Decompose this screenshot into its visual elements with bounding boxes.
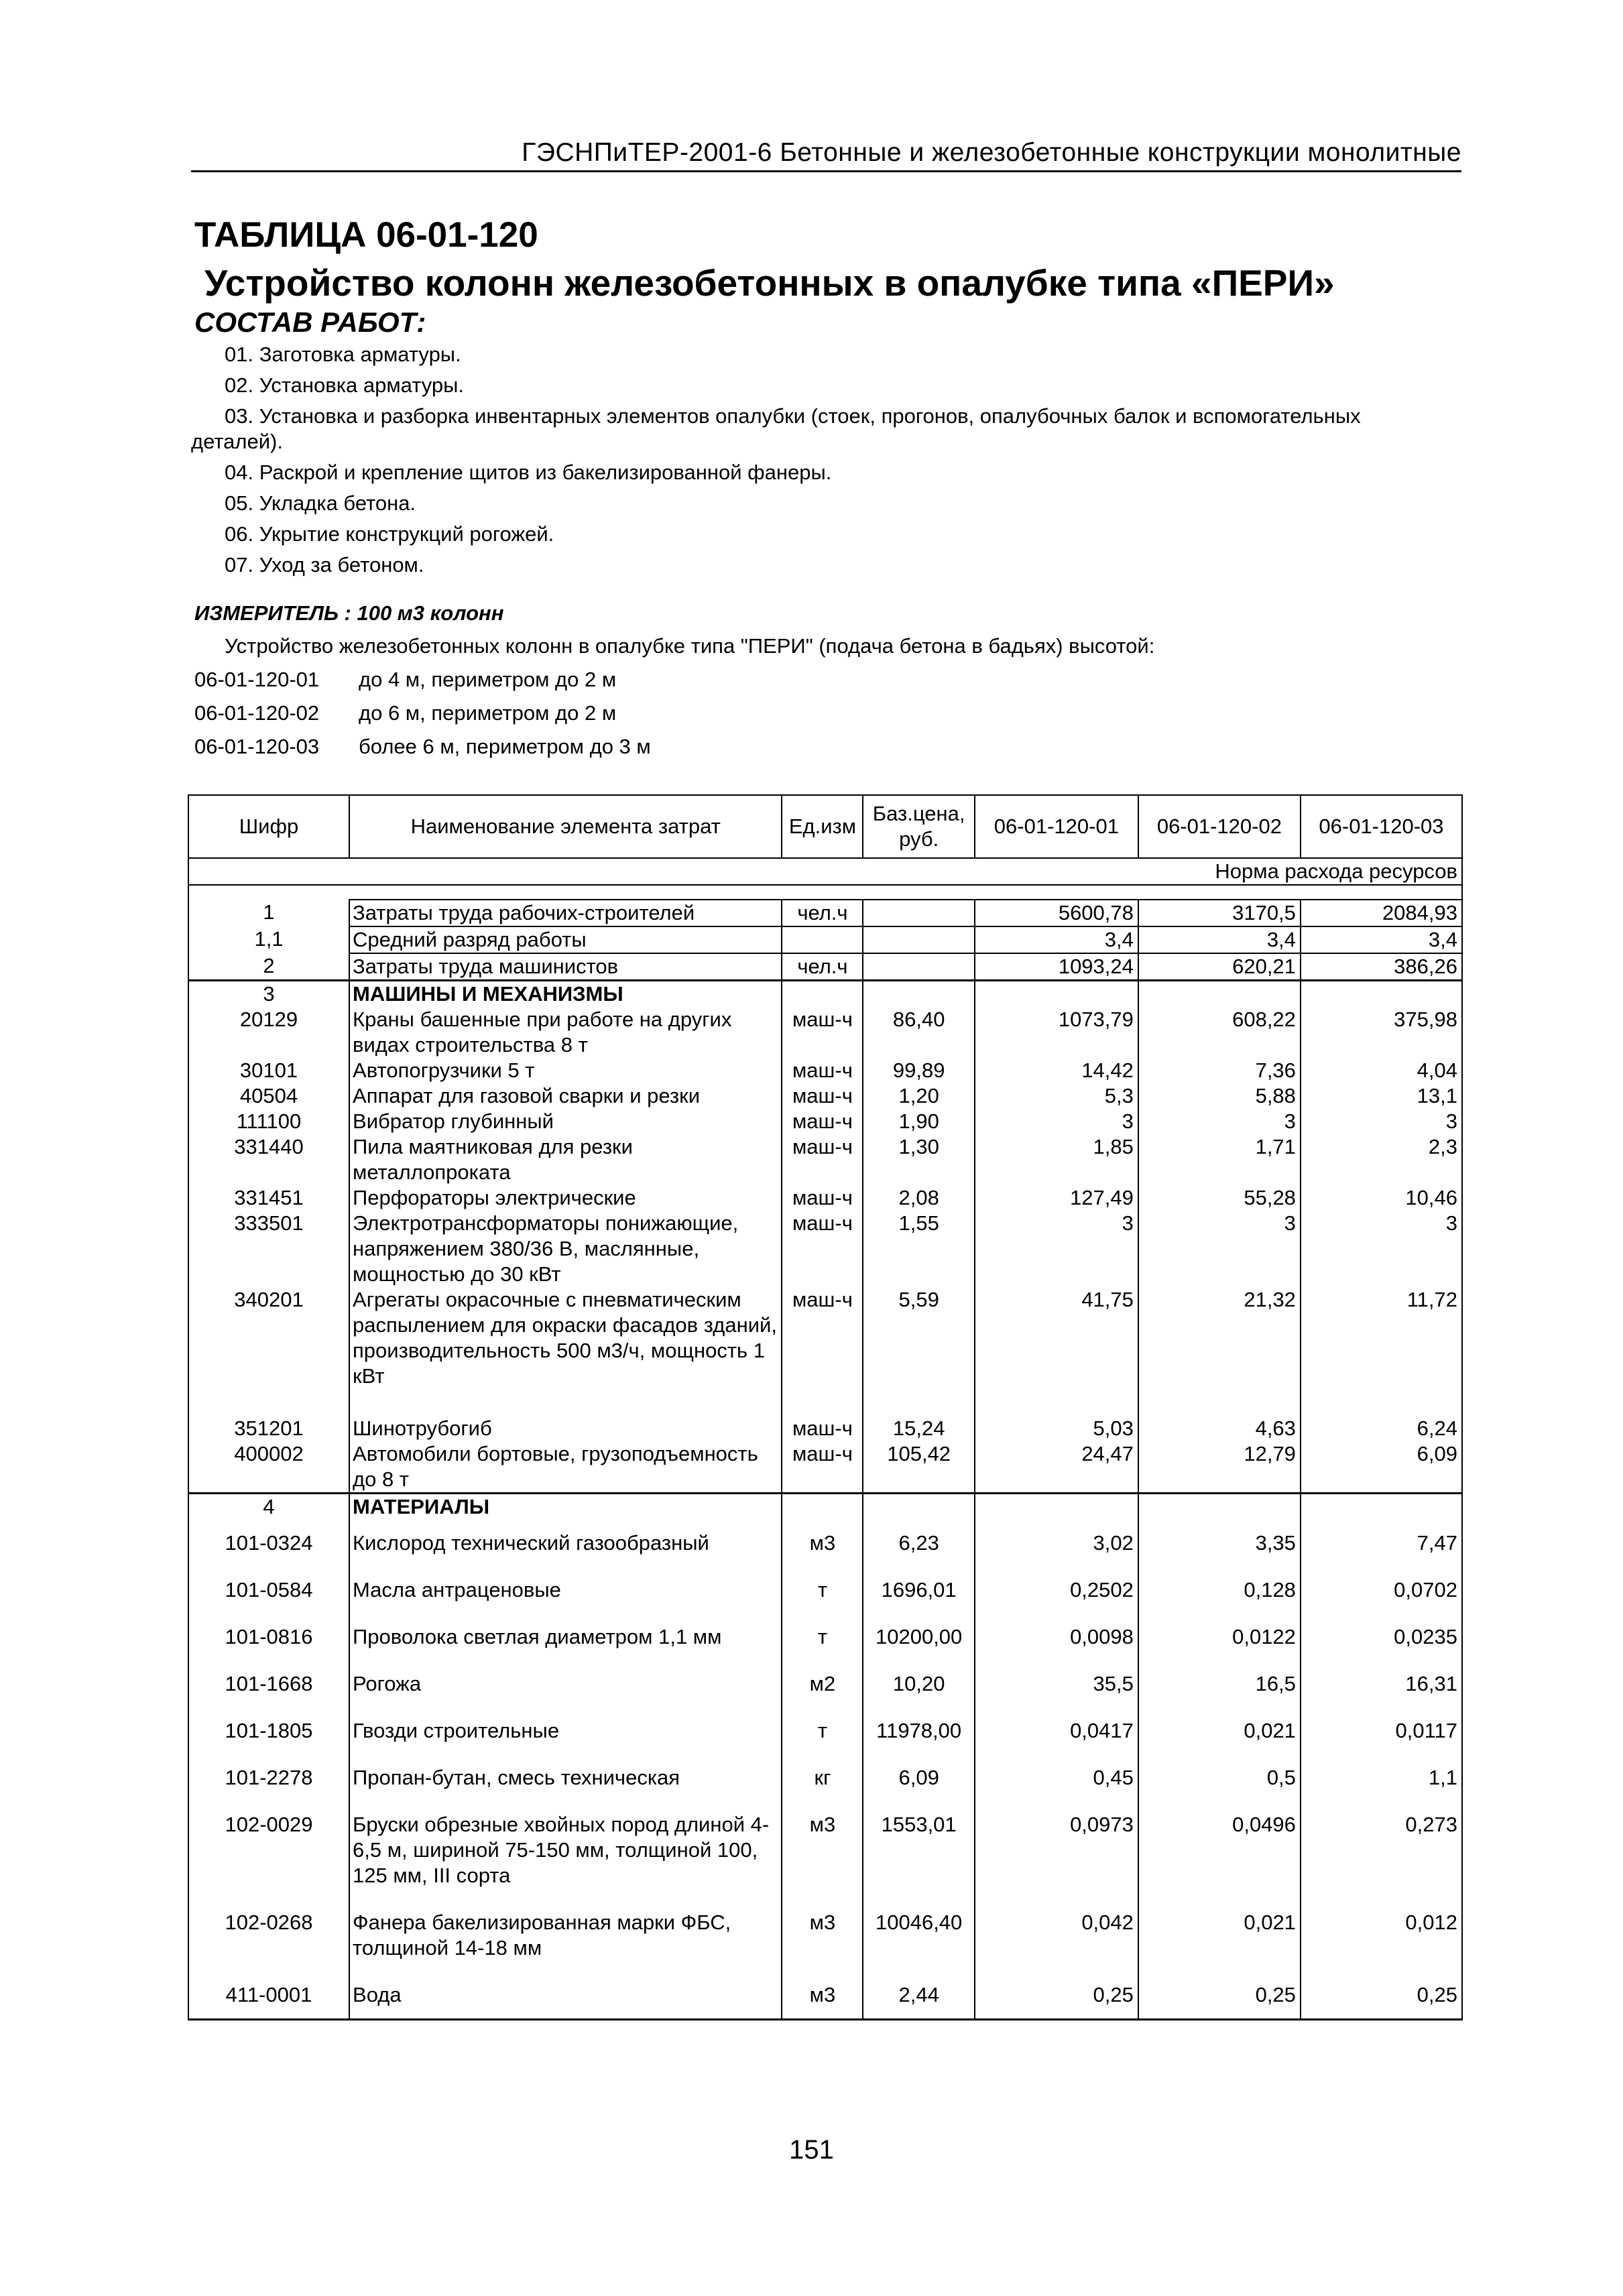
row-unit: м2 <box>782 1660 863 1707</box>
table-row <box>188 1972 1462 2020</box>
row-price: 1696,01 <box>863 1567 974 1614</box>
row-value-v1 <box>975 1494 1138 1520</box>
table-row <box>188 1494 1462 1520</box>
row-unit: кг <box>782 1754 863 1801</box>
row-value-v2: 0,021 <box>1138 1899 1301 1972</box>
row-value-v2: 1,71 <box>1138 1134 1301 1185</box>
variant-line <box>194 701 616 726</box>
row-value-v3: 4,04 <box>1301 1058 1462 1083</box>
table-row <box>188 953 1462 981</box>
norm-header: Норма расхода ресурсов <box>188 858 1462 885</box>
row-value-v3: 0,25 <box>1301 1972 1462 2020</box>
row-unit: т <box>782 1707 863 1754</box>
work-item: 05. Укладка бетона. <box>225 491 416 515</box>
row-unit: чел.ч <box>782 900 863 926</box>
row-code: 102-0268 <box>188 1899 349 1972</box>
table-row <box>188 1109 1462 1134</box>
row-price <box>863 1494 974 1520</box>
col-header-code: Шифр <box>188 795 349 858</box>
row-unit <box>782 1494 863 1520</box>
row-code: 101-0816 <box>188 1614 349 1660</box>
row-name: Гвозди строительные <box>349 1707 782 1754</box>
row-value-v2: 4,63 <box>1138 1416 1301 1441</box>
row-value-v3 <box>1301 1494 1462 1520</box>
variant-line <box>194 667 616 692</box>
row-value-v2: 3,35 <box>1138 1520 1301 1567</box>
row-code: 102-0029 <box>188 1801 349 1899</box>
variant-desc: более 6 м, периметром до 3 м <box>359 735 651 758</box>
work-item: 01. Заготовка арматуры. <box>225 343 461 366</box>
row-price: 10,20 <box>863 1660 974 1707</box>
row-value-v2: 7,36 <box>1138 1058 1301 1083</box>
table-body <box>188 900 1462 2020</box>
col-header-unit: Ед.изм <box>782 795 863 858</box>
row-value-v2: 55,28 <box>1138 1185 1301 1211</box>
row-value-v2: 3,4 <box>1138 926 1301 953</box>
table-row <box>188 1287 1462 1416</box>
variant-desc: до 6 м, периметром до 2 м <box>359 701 617 725</box>
measurer: ИЗМЕРИТЕЛЬ : 100 м3 колонн <box>194 601 504 625</box>
table-row <box>188 1899 1462 1972</box>
row-code: 40504 <box>188 1083 349 1109</box>
row-value-v3: 0,0702 <box>1301 1567 1462 1614</box>
row-value-v2: 5,88 <box>1138 1083 1301 1109</box>
row-unit: маш-ч <box>782 1134 863 1185</box>
work-item: 07. Уход за бетоном. <box>225 553 424 577</box>
work-item: 06. Укрытие конструкций рогожей. <box>225 522 554 546</box>
works-heading: СОСТАВ РАБОТ: <box>194 306 426 338</box>
table-row <box>188 1707 1462 1754</box>
row-price <box>863 981 974 1008</box>
page-number: 151 <box>789 2135 834 2165</box>
row-value-v1: 3,4 <box>975 926 1138 953</box>
row-code: 351201 <box>188 1416 349 1441</box>
table-row <box>188 926 1462 953</box>
row-price: 86,40 <box>863 1007 974 1058</box>
row-name: Шинотрубогиб <box>349 1416 782 1441</box>
row-value-v3: 3 <box>1301 1109 1462 1134</box>
row-value-v1: 5600,78 <box>975 900 1138 926</box>
row-price: 15,24 <box>863 1416 974 1441</box>
row-value-v1: 14,42 <box>975 1058 1138 1083</box>
row-value-v1: 35,5 <box>975 1660 1138 1707</box>
row-value-v1: 0,25 <box>975 1972 1138 2020</box>
row-value-v1: 1073,79 <box>975 1007 1138 1058</box>
row-unit: маш-ч <box>782 1007 863 1058</box>
row-code: 333501 <box>188 1211 349 1287</box>
row-name: Бруски обрезные хвойных пород длиной 4-6,5 м, шириной 75-150 мм, толщиной 100, 125 мм, III сорта <box>349 1801 782 1899</box>
variant-code: 06-01-120-01 <box>194 668 320 691</box>
norm-table <box>188 794 1463 2020</box>
col-header-name: Наименование элемента затрат <box>349 795 782 858</box>
row-value-v1: 3 <box>975 1109 1138 1134</box>
row-value-v3: 375,98 <box>1301 1007 1462 1058</box>
row-value-v2 <box>1138 1494 1301 1520</box>
row-price: 1,55 <box>863 1211 974 1287</box>
row-value-v2: 0,25 <box>1138 1972 1301 2020</box>
row-name: Масла антраценовые <box>349 1567 782 1614</box>
row-name: Автопогрузчики 5 т <box>349 1058 782 1083</box>
row-value-v2: 0,5 <box>1138 1754 1301 1801</box>
row-code: 101-0324 <box>188 1520 349 1567</box>
row-name: Агрегаты окрасочные с пневматическим распылением для окраски фасадов зданий, производительность 500 м3/ч, мощность 1 кВт <box>349 1287 782 1416</box>
row-value-v2: 0,128 <box>1138 1567 1301 1614</box>
row-name: Проволока светлая диаметром 1,1 мм <box>349 1614 782 1660</box>
row-name: Краны башенные при работе на других видах строительства 8 т <box>349 1007 782 1058</box>
row-value-v3: 6,24 <box>1301 1416 1462 1441</box>
row-name: Пила маятниковая для резки металлопроката <box>349 1134 782 1185</box>
row-value-v1: 0,0973 <box>975 1801 1138 1899</box>
col-header-v2: 06-01-120-02 <box>1138 795 1301 858</box>
row-price: 11978,00 <box>863 1707 974 1754</box>
row-unit: чел.ч <box>782 953 863 981</box>
row-value-v1: 0,042 <box>975 1899 1138 1972</box>
works-list <box>191 342 1458 583</box>
row-value-v1: 5,03 <box>975 1416 1138 1441</box>
row-code: 4 <box>188 1494 349 1520</box>
row-unit: м3 <box>782 1801 863 1899</box>
row-value-v3: 2084,93 <box>1301 900 1462 926</box>
row-name: Автомобили бортовые, грузоподъемность до 8 т <box>349 1441 782 1494</box>
row-price <box>863 900 974 926</box>
row-value-v2: 0,0496 <box>1138 1801 1301 1899</box>
work-item: 04. Раскрой и крепление щитов из бакелизированной фанеры. <box>225 461 832 484</box>
table-row <box>188 1416 1462 1441</box>
row-value-v3: 11,72 <box>1301 1287 1462 1416</box>
row-value-v2: 620,21 <box>1138 953 1301 981</box>
row-unit: маш-ч <box>782 1083 863 1109</box>
row-name: Рогожа <box>349 1660 782 1707</box>
table-row <box>188 1134 1462 1185</box>
row-value-v1: 127,49 <box>975 1185 1138 1211</box>
row-value-v3: 1,1 <box>1301 1754 1462 1801</box>
row-name: Пропан-бутан, смесь техническая <box>349 1754 782 1801</box>
row-value-v2: 3 <box>1138 1109 1301 1134</box>
row-price: 1,30 <box>863 1134 974 1185</box>
row-value-v3: 0,0117 <box>1301 1707 1462 1754</box>
row-value-v1: 41,75 <box>975 1287 1138 1416</box>
row-code: 30101 <box>188 1058 349 1083</box>
row-value-v3: 0,273 <box>1301 1801 1462 1899</box>
col-header-v3: 06-01-120-03 <box>1301 795 1462 858</box>
row-price: 10200,00 <box>863 1614 974 1660</box>
row-name: Затраты труда машинистов <box>349 953 782 981</box>
col-header-price: Баз.цена, руб. <box>863 795 974 858</box>
row-value-v1: 0,0417 <box>975 1707 1138 1754</box>
row-price: 5,59 <box>863 1287 974 1416</box>
row-value-v1: 3,02 <box>975 1520 1138 1567</box>
row-code: 1 <box>188 900 349 926</box>
row-unit: маш-ч <box>782 1185 863 1211</box>
row-price: 6,09 <box>863 1754 974 1801</box>
row-code: 2 <box>188 953 349 981</box>
row-code: 101-2278 <box>188 1754 349 1801</box>
row-unit: м3 <box>782 1520 863 1567</box>
row-unit <box>782 926 863 953</box>
row-unit: т <box>782 1567 863 1614</box>
work-item: 02. Установка арматуры. <box>225 373 465 397</box>
row-name: Вибратор глубинный <box>349 1109 782 1134</box>
variant-line <box>194 734 651 760</box>
row-unit: маш-ч <box>782 1109 863 1134</box>
row-unit: маш-ч <box>782 1416 863 1441</box>
row-code: 101-1668 <box>188 1660 349 1707</box>
row-value-v2: 0,0122 <box>1138 1614 1301 1660</box>
row-value-v2: 16,5 <box>1138 1660 1301 1707</box>
row-name: Фанера бакелизированная марки ФБС, толщиной 14-18 мм <box>349 1899 782 1972</box>
running-header: ГЭСНПиТЕР-2001-6 Бетонные и железобетонные конструкции монолитные <box>191 137 1461 172</box>
row-unit: м3 <box>782 1972 863 2020</box>
row-value-v3: 3 <box>1301 1211 1462 1287</box>
table-row <box>188 1211 1462 1287</box>
row-code: 111100 <box>188 1109 349 1134</box>
table-row <box>188 1441 1462 1494</box>
intro-text: Устройство железобетонных колонн в опалубке типа "ПЕРИ" (подача бетона в бадьях) высотой: <box>225 634 1155 658</box>
table-row <box>188 1660 1462 1707</box>
row-price <box>863 953 974 981</box>
row-value-v2: 3 <box>1138 1211 1301 1287</box>
row-unit: маш-ч <box>782 1058 863 1083</box>
row-unit: маш-ч <box>782 1287 863 1416</box>
row-unit: м3 <box>782 1899 863 1972</box>
row-value-v3: 10,46 <box>1301 1185 1462 1211</box>
col-header-v1: 06-01-120-01 <box>975 795 1138 858</box>
table-row <box>188 1007 1462 1058</box>
row-code: 3 <box>188 981 349 1008</box>
row-unit: маш-ч <box>782 1441 863 1494</box>
row-value-v2: 0,021 <box>1138 1707 1301 1754</box>
table-row <box>188 1614 1462 1660</box>
table-row <box>188 1185 1462 1211</box>
row-value-v1: 5,3 <box>975 1083 1138 1109</box>
row-value-v3: 13,1 <box>1301 1083 1462 1109</box>
table-row <box>188 1520 1462 1567</box>
row-name: Вода <box>349 1972 782 2020</box>
row-name: Средний разряд работы <box>349 926 782 953</box>
table-row <box>188 1058 1462 1083</box>
row-value-v3: 6,09 <box>1301 1441 1462 1494</box>
row-price <box>863 926 974 953</box>
row-value-v3: 0,012 <box>1301 1899 1462 1972</box>
row-value-v2: 21,32 <box>1138 1287 1301 1416</box>
table-title: Устройство колонн железобетонных в опалубке типа «ПЕРИ» <box>204 262 1335 304</box>
row-value-v3: 7,47 <box>1301 1520 1462 1567</box>
row-price: 6,23 <box>863 1520 974 1567</box>
row-name: Аппарат для газовой сварки и резки <box>349 1083 782 1109</box>
row-value-v3: 0,0235 <box>1301 1614 1462 1660</box>
row-value-v3: 386,26 <box>1301 953 1462 981</box>
row-value-v2 <box>1138 981 1301 1008</box>
row-value-v1: 24,47 <box>975 1441 1138 1494</box>
row-price: 1,20 <box>863 1083 974 1109</box>
header-spacer <box>188 885 1462 900</box>
row-price: 2,44 <box>863 1972 974 2020</box>
work-item: 03. Установка и разборка инвентарных элементов опалубки (стоек, прогонов, опалубочных балок и вспомогательных деталей). <box>191 404 1361 453</box>
row-name: Электротрансформаторы понижающие, напряжением 380/36 В, маслянные, мощностью до 30 кВт <box>349 1211 782 1287</box>
variant-code: 06-01-120-02 <box>194 701 320 725</box>
row-value-v1: 3 <box>975 1211 1138 1287</box>
table-row <box>188 981 1462 1008</box>
table-row <box>188 900 1462 926</box>
row-code: 331451 <box>188 1185 349 1211</box>
row-price: 10046,40 <box>863 1899 974 1972</box>
row-code: 20129 <box>188 1007 349 1058</box>
row-unit <box>782 981 863 1008</box>
row-code: 340201 <box>188 1287 349 1416</box>
row-price: 99,89 <box>863 1058 974 1083</box>
row-name: МАШИНЫ И МЕХАНИЗМЫ <box>349 981 782 1008</box>
row-code: 411-0001 <box>188 1972 349 2020</box>
row-value-v3: 2,3 <box>1301 1134 1462 1185</box>
row-value-v1: 1,85 <box>975 1134 1138 1185</box>
row-code: 1,1 <box>188 926 349 953</box>
table-row <box>188 1567 1462 1614</box>
row-value-v2: 3170,5 <box>1138 900 1301 926</box>
row-price: 1,90 <box>863 1109 974 1134</box>
row-value-v1 <box>975 981 1138 1008</box>
row-price: 105,42 <box>863 1441 974 1494</box>
row-name: МАТЕРИАЛЫ <box>349 1494 782 1520</box>
row-price: 2,08 <box>863 1185 974 1211</box>
row-value-v1: 0,45 <box>975 1754 1138 1801</box>
row-value-v2: 608,22 <box>1138 1007 1301 1058</box>
row-value-v1: 0,2502 <box>975 1567 1138 1614</box>
row-code: 101-0584 <box>188 1567 349 1614</box>
row-value-v3: 3,4 <box>1301 926 1462 953</box>
table-row <box>188 1083 1462 1109</box>
row-code: 400002 <box>188 1441 349 1494</box>
row-name: Кислород технический газообразный <box>349 1520 782 1567</box>
row-code: 331440 <box>188 1134 349 1185</box>
row-value-v1: 0,0098 <box>975 1614 1138 1660</box>
row-value-v3: 16,31 <box>1301 1660 1462 1707</box>
row-price: 1553,01 <box>863 1801 974 1899</box>
row-code: 101-1805 <box>188 1707 349 1754</box>
table-row <box>188 1801 1462 1899</box>
row-value-v3 <box>1301 981 1462 1008</box>
row-name: Перфораторы электрические <box>349 1185 782 1211</box>
row-value-v1: 1093,24 <box>975 953 1138 981</box>
row-value-v2: 12,79 <box>1138 1441 1301 1494</box>
row-unit: т <box>782 1614 863 1660</box>
row-unit: маш-ч <box>782 1211 863 1287</box>
table-row <box>188 1754 1462 1801</box>
row-name: Затраты труда рабочих-строителей <box>349 900 782 926</box>
variant-desc: до 4 м, периметром до 2 м <box>359 668 617 691</box>
variant-code: 06-01-120-03 <box>194 735 320 758</box>
table-code: ТАБЛИЦА 06-01-120 <box>194 215 538 255</box>
